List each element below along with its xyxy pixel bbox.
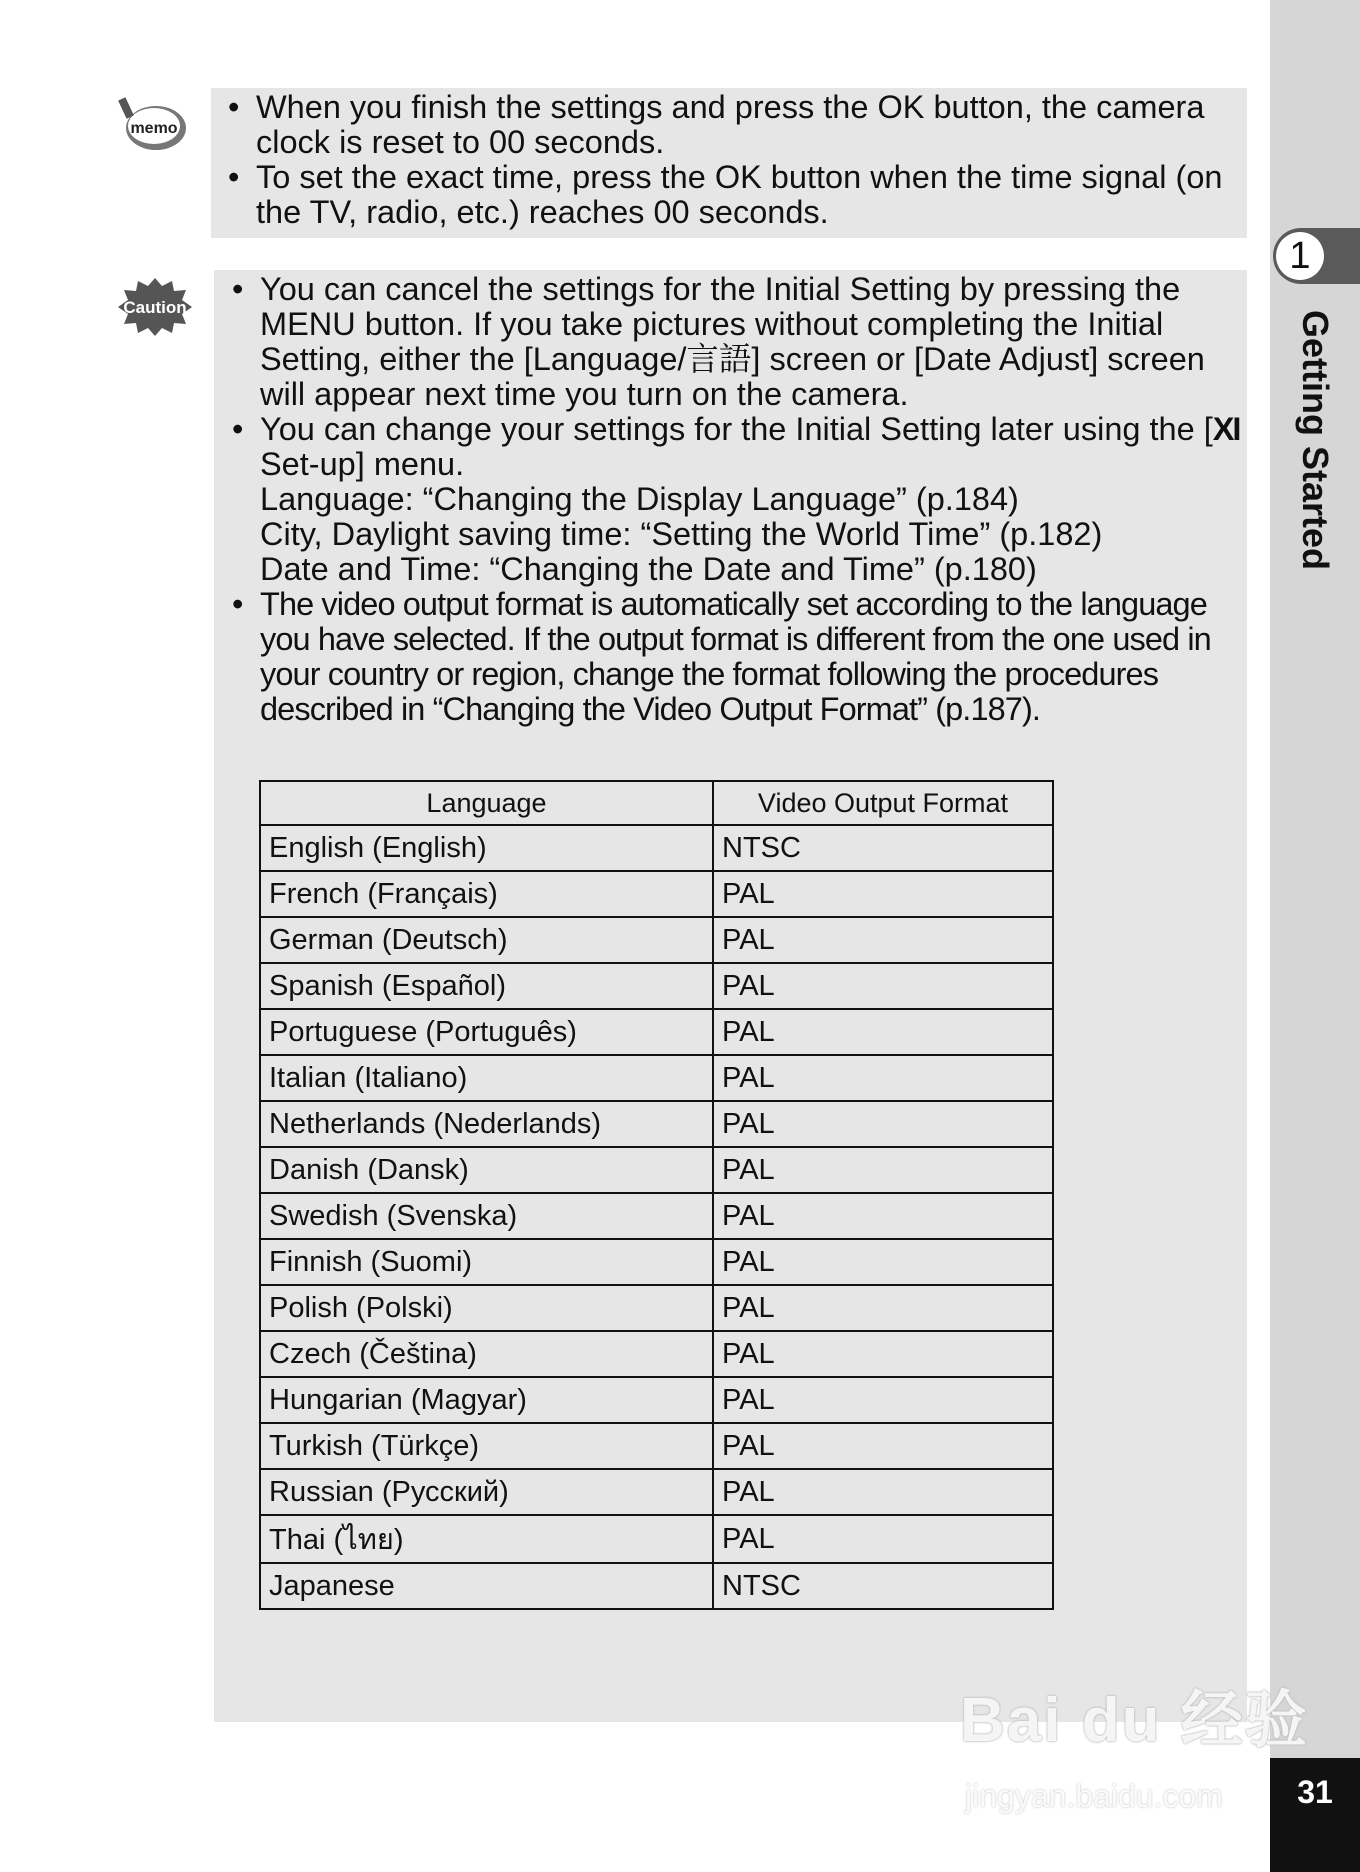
language-cell: French (Français) — [260, 871, 713, 917]
format-cell: NTSC — [713, 1563, 1053, 1609]
format-cell: PAL — [713, 1377, 1053, 1423]
caution-setup-open: You can change your settings for the Initial Setting later using the [ — [260, 411, 1213, 447]
page-number: 31 — [1270, 1758, 1360, 1872]
table-row — [260, 1563, 1053, 1609]
table-row — [260, 1285, 1053, 1331]
language-cell: Finnish (Suomi) — [260, 1239, 713, 1285]
table-row — [260, 1147, 1053, 1193]
memo-icon — [118, 96, 188, 156]
table-row — [260, 871, 1053, 917]
watermark-brand: Bai du 经验 — [960, 1686, 1309, 1755]
format-cell: PAL — [713, 1469, 1053, 1515]
language-cell: Turkish (Türkçe) — [260, 1423, 713, 1469]
caution-item-video: • The video output format is automatically set according to the language you have selected. If the output format is different from the one used in your country or region, change the format following the procedures described in “Changing the Video Output Format” (p.187). — [226, 587, 1246, 727]
column-header-language: Language — [260, 781, 713, 825]
format-cell: PAL — [713, 917, 1053, 963]
memo-icon-label: memo — [130, 120, 178, 137]
setup-icon: XI — [1212, 411, 1240, 447]
language-cell: Danish (Dansk) — [260, 1147, 713, 1193]
language-cell: Swedish (Svenska) — [260, 1193, 713, 1239]
format-cell: PAL — [713, 1009, 1053, 1055]
format-cell: PAL — [713, 1147, 1053, 1193]
caution-item-setup — [226, 412, 1246, 587]
caution-ref-world-time: City, Daylight saving time: “Setting the World Time” (p.182) — [260, 516, 1103, 552]
table-row — [260, 963, 1053, 1009]
format-cell: PAL — [713, 1515, 1053, 1563]
language-cell: German (Deutsch) — [260, 917, 713, 963]
format-cell: PAL — [713, 1239, 1053, 1285]
format-cell: PAL — [713, 1055, 1053, 1101]
caution-setup-menu: Set-up] menu. — [260, 446, 465, 482]
language-video-table — [259, 780, 1054, 1610]
caution-ref-language: Language: “Changing the Display Language” (p.184) — [260, 481, 1019, 517]
format-cell: PAL — [713, 1101, 1053, 1147]
caution-list — [226, 272, 1246, 727]
language-cell: Portuguese (Português) — [260, 1009, 713, 1055]
language-cell: English (English) — [260, 825, 713, 871]
format-cell: PAL — [713, 1285, 1053, 1331]
chapter-number: 1 — [1276, 232, 1324, 280]
format-cell: PAL — [713, 1423, 1053, 1469]
memo-item: • When you finish the settings and press the OK button, the camera clock is reset to 00 seconds. — [222, 90, 1242, 160]
table-row — [260, 1055, 1053, 1101]
chapter-title: Getting Started — [1295, 310, 1336, 571]
format-cell: NTSC — [713, 825, 1053, 871]
language-cell: Japanese — [260, 1563, 713, 1609]
language-cell: Czech (Čeština) — [260, 1331, 713, 1377]
table-row — [260, 825, 1053, 871]
language-cell: Spanish (Español) — [260, 963, 713, 1009]
caution-item-cancel: • You can cancel the settings for the Initial Setting by pressing the MENU button. If you take pictures without completing the Initial Setting, either the [Language/言語] screen or [Date Adjust] screen will appear next time you turn on the camera. — [226, 272, 1246, 412]
language-cell: Polish (Polski) — [260, 1285, 713, 1331]
table-row — [260, 1423, 1053, 1469]
table-row — [260, 1239, 1053, 1285]
table-row — [260, 1009, 1053, 1055]
column-header-video-format: Video Output Format — [713, 781, 1053, 825]
format-cell: PAL — [713, 1331, 1053, 1377]
table-row — [260, 1101, 1053, 1147]
watermark-url: jingyan.baidu.com — [965, 1778, 1223, 1814]
table-row — [260, 1469, 1053, 1515]
table-row — [260, 917, 1053, 963]
memo-item: • To set the exact time, press the OK button when the time signal (on the TV, radio, etc.) reaches 00 seconds. — [222, 160, 1242, 230]
table-row — [260, 1515, 1053, 1563]
table-row — [260, 1377, 1053, 1423]
caution-icon-label: Caution — [123, 298, 187, 317]
memo-list — [222, 90, 1242, 230]
format-cell: PAL — [713, 1193, 1053, 1239]
language-cell: Italian (Italiano) — [260, 1055, 713, 1101]
caution-ref-date-time: Date and Time: “Changing the Date and Time” (p.180) — [260, 551, 1037, 587]
table-header-row — [260, 781, 1053, 825]
caution-icon — [116, 276, 194, 338]
table-row — [260, 1331, 1053, 1377]
language-cell: Hungarian (Magyar) — [260, 1377, 713, 1423]
format-cell: PAL — [713, 871, 1053, 917]
language-cell: Thai (ไทย) — [260, 1515, 713, 1563]
language-cell: Russian (Русский) — [260, 1469, 713, 1515]
format-cell: PAL — [713, 963, 1053, 1009]
language-cell: Netherlands (Nederlands) — [260, 1101, 713, 1147]
table-row — [260, 1193, 1053, 1239]
